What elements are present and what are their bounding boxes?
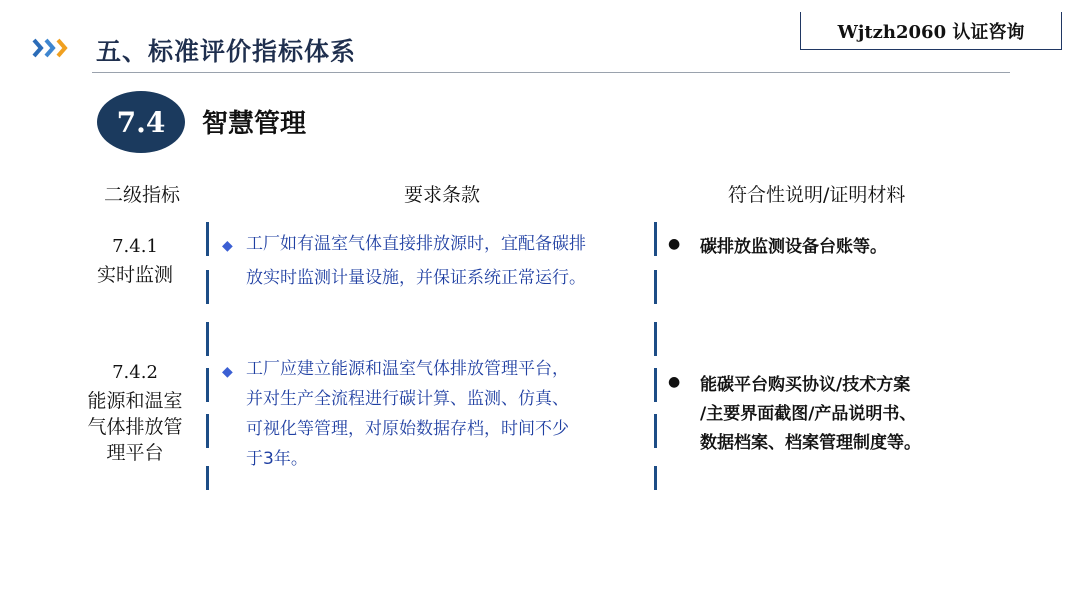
bullet-dot-icon: ●: [668, 236, 681, 252]
brand-box: [800, 12, 1062, 50]
diamond-bullet-icon: ◆: [222, 238, 233, 254]
page-title: 五、标准评价指标体系: [96, 37, 357, 66]
row-2-name: 能源和温室 气体排放管 理平台: [87, 390, 183, 464]
brand-label: Wjtzh2060 认证咨询: [837, 21, 1025, 43]
column-header-evidence: 符合性说明/证明材料: [728, 184, 906, 206]
chevrons-icon: [32, 36, 78, 60]
diamond-bullet-icon: ◆: [222, 364, 233, 380]
row-1-code: 7.4.1: [112, 236, 158, 257]
row-2-evidence: 能碳平台购买协议/技术方案 /主要界面截图/产品说明书、 数据档案、档案管理制度等。: [700, 375, 921, 453]
row-1-evidence: 碳排放监测设备台账等。: [700, 237, 887, 257]
row-2-requirement: 工厂应建立能源和温室气体排放管理平台， 并对生产全流程进行碳计算、监测、仿真、 可视化等管理，对原始数据存档，时间不少 于3年。: [246, 359, 569, 469]
row-1-name: 实时监测: [96, 264, 173, 286]
row-1-requirement: 工厂如有温室气体直接排放源时，宜配备碳排 放实时监测计量设施，并保证系统正常运行。: [246, 234, 586, 288]
header-divider: [92, 72, 1010, 73]
bullet-dot-icon: ●: [668, 374, 681, 390]
section-number: 7.4: [116, 105, 166, 139]
section-badge: [97, 91, 185, 153]
row-2-code: 7.4.2: [112, 362, 158, 383]
column-header-requirement: 要求条款: [404, 184, 481, 206]
section-title: 智慧管理: [202, 109, 307, 139]
column-header-indicator: 二级指标: [104, 184, 181, 206]
